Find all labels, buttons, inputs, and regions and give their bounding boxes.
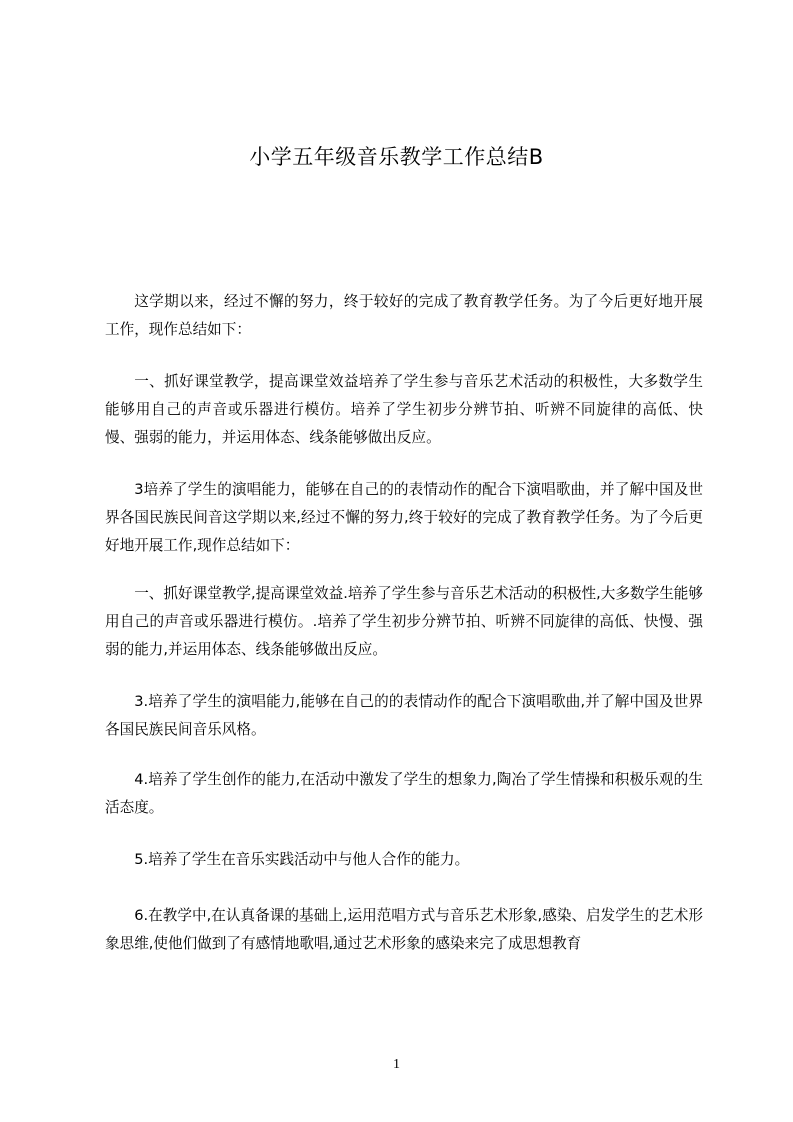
paragraph-item-3: 3.培养了学生的演唱能力,能够在自己的的表情动作的配合下演唱歌曲,并了解中国及世界各国民族民间音乐风格。: [105, 693, 703, 738]
paragraph-item-3-first: 3培养了学生的演唱能力，能够在自己的的表情动作的配合下演唱歌曲，并了解中国及世界各国民族民间音这学期以来,经过不懈的努力,终于较好的完成了教育教学任务。为了今后更好地开展工作,现作总结如下：: [105, 481, 703, 554]
page-number: 1: [393, 1057, 400, 1072]
paragraph-section-1-repeat: 一、抓好课堂教学,提高课堂效益.培养了学生参与音乐艺术活动的积极性,大多数学生能够用自己的声音或乐器进行模仿。.培养了学生初步分辨节拍、听辨不同旋律的高低、快慢、强弱的能力,并运用体态、线条能够做出反应。: [105, 585, 703, 658]
document-title: 小学五年级音乐教学工作总结B: [249, 145, 544, 169]
paragraph-item-4: 4.培养了学生创作的能力,在活动中激发了学生的想象力,陶冶了学生情操和积极乐观的生活态度。: [105, 771, 703, 816]
paragraph-item-5: 5.培养了学生在音乐实践活动中与他人合作的能力。: [134, 851, 470, 868]
paragraph-item-6: 6.在教学中,在认真备课的基础上,运用范唱方式与音乐艺术形象,感染、启发学生的艺术形象思维,使他们做到了有感情地歌唱,通过艺术形象的感染来完了成思想教育: [105, 907, 703, 952]
paragraph-section-1: 一、抓好课堂教学，提高课堂效益培养了学生参与音乐艺术活动的积极性，大多数学生能够用自己的声音或乐器进行模仿。培养了学生初步分辨节拍、听辨不同旋律的高低、快慢、强弱的能力，并运用体态、线条能够做出反应。: [105, 373, 703, 446]
paragraph-intro: 这学期以来，经过不懈的努力，终于较好的完成了教育教学任务。为了今后更好地开展工作，现作总结如下：: [105, 293, 703, 338]
